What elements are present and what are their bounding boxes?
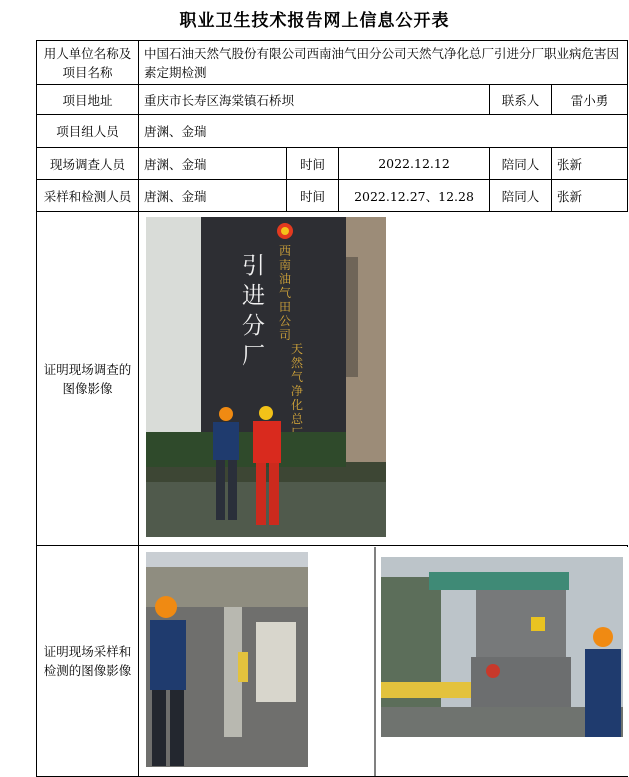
contact-label: 联系人 — [490, 85, 552, 115]
svg-text:公: 公 — [279, 314, 292, 328]
sampling-escort-label: 陪同人 — [490, 180, 552, 212]
sign-char-3: 分 — [242, 313, 265, 339]
row-photo-sampling — [37, 546, 628, 777]
sampling-label: 采样和检测人员 — [37, 180, 139, 212]
row-sampling — [37, 180, 628, 212]
address-label: 项目地址 — [37, 85, 139, 115]
svg-text:西: 西 — [279, 244, 292, 258]
survey-label: 现场调查人员 — [37, 148, 139, 180]
sampling-photo-2 — [381, 557, 623, 737]
sign-char-1: 引 — [242, 253, 265, 279]
svg-text:气: 气 — [279, 286, 292, 300]
svg-text:天: 天 — [291, 342, 304, 356]
photo-survey-cell — [139, 212, 628, 546]
sign-char-4: 厂 — [242, 343, 265, 369]
svg-text:气: 气 — [291, 370, 304, 384]
row-team — [37, 115, 628, 148]
svg-text:净: 净 — [291, 384, 304, 398]
sampling-photo-1 — [146, 552, 308, 767]
svg-text:油: 油 — [279, 272, 292, 286]
address-value: 重庆市长寿区海棠镇石桥坝 — [139, 85, 490, 115]
svg-text:然: 然 — [291, 356, 304, 370]
svg-text:化: 化 — [291, 398, 304, 412]
team-value: 唐渊、金瑞 — [139, 115, 628, 148]
svg-text:田: 田 — [279, 300, 292, 314]
sampling-escort-value: 张新 — [552, 180, 628, 212]
survey-escort-value: 张新 — [552, 148, 628, 180]
survey-value: 唐渊、金瑞 — [139, 148, 287, 180]
photo-sampling-label: 证明现场采样和检测的图像影像 — [37, 546, 139, 777]
row-survey — [37, 148, 628, 180]
survey-photo — [139, 212, 628, 545]
row-address — [37, 85, 628, 115]
unit-value: 中国石油天然气股份有限公司西南油气田分公司天然气净化总厂引进分厂职业病危害因素定期检测 — [139, 41, 628, 85]
unit-label: 用人单位名称及项目名称 — [37, 41, 139, 85]
photo-survey-label: 证明现场调查的图像影像 — [37, 212, 139, 546]
sign-char-2: 进 — [242, 283, 265, 309]
survey-time-label: 时间 — [287, 148, 339, 180]
sampling-time-label: 时间 — [287, 180, 339, 212]
survey-escort-label: 陪同人 — [490, 148, 552, 180]
page-title: 职业卫生技术报告网上信息公开表 — [179, 11, 450, 31]
svg-text:南: 南 — [279, 258, 292, 272]
team-label: 项目组人员 — [37, 115, 139, 148]
photo-sampling-cell — [139, 546, 628, 777]
info-table — [36, 40, 628, 777]
sampling-time-value: 2022.12.27、12.28 — [339, 180, 490, 212]
row-unit — [37, 41, 628, 85]
sampling-value: 唐渊、金瑞 — [139, 180, 287, 212]
contact-value: 雷小勇 — [552, 85, 628, 115]
survey-time-value: 2022.12.12 — [339, 148, 490, 180]
sampling-photos — [139, 547, 628, 776]
svg-text:司: 司 — [279, 328, 292, 342]
row-photo-survey — [37, 212, 628, 546]
svg-text:总: 总 — [291, 412, 304, 426]
